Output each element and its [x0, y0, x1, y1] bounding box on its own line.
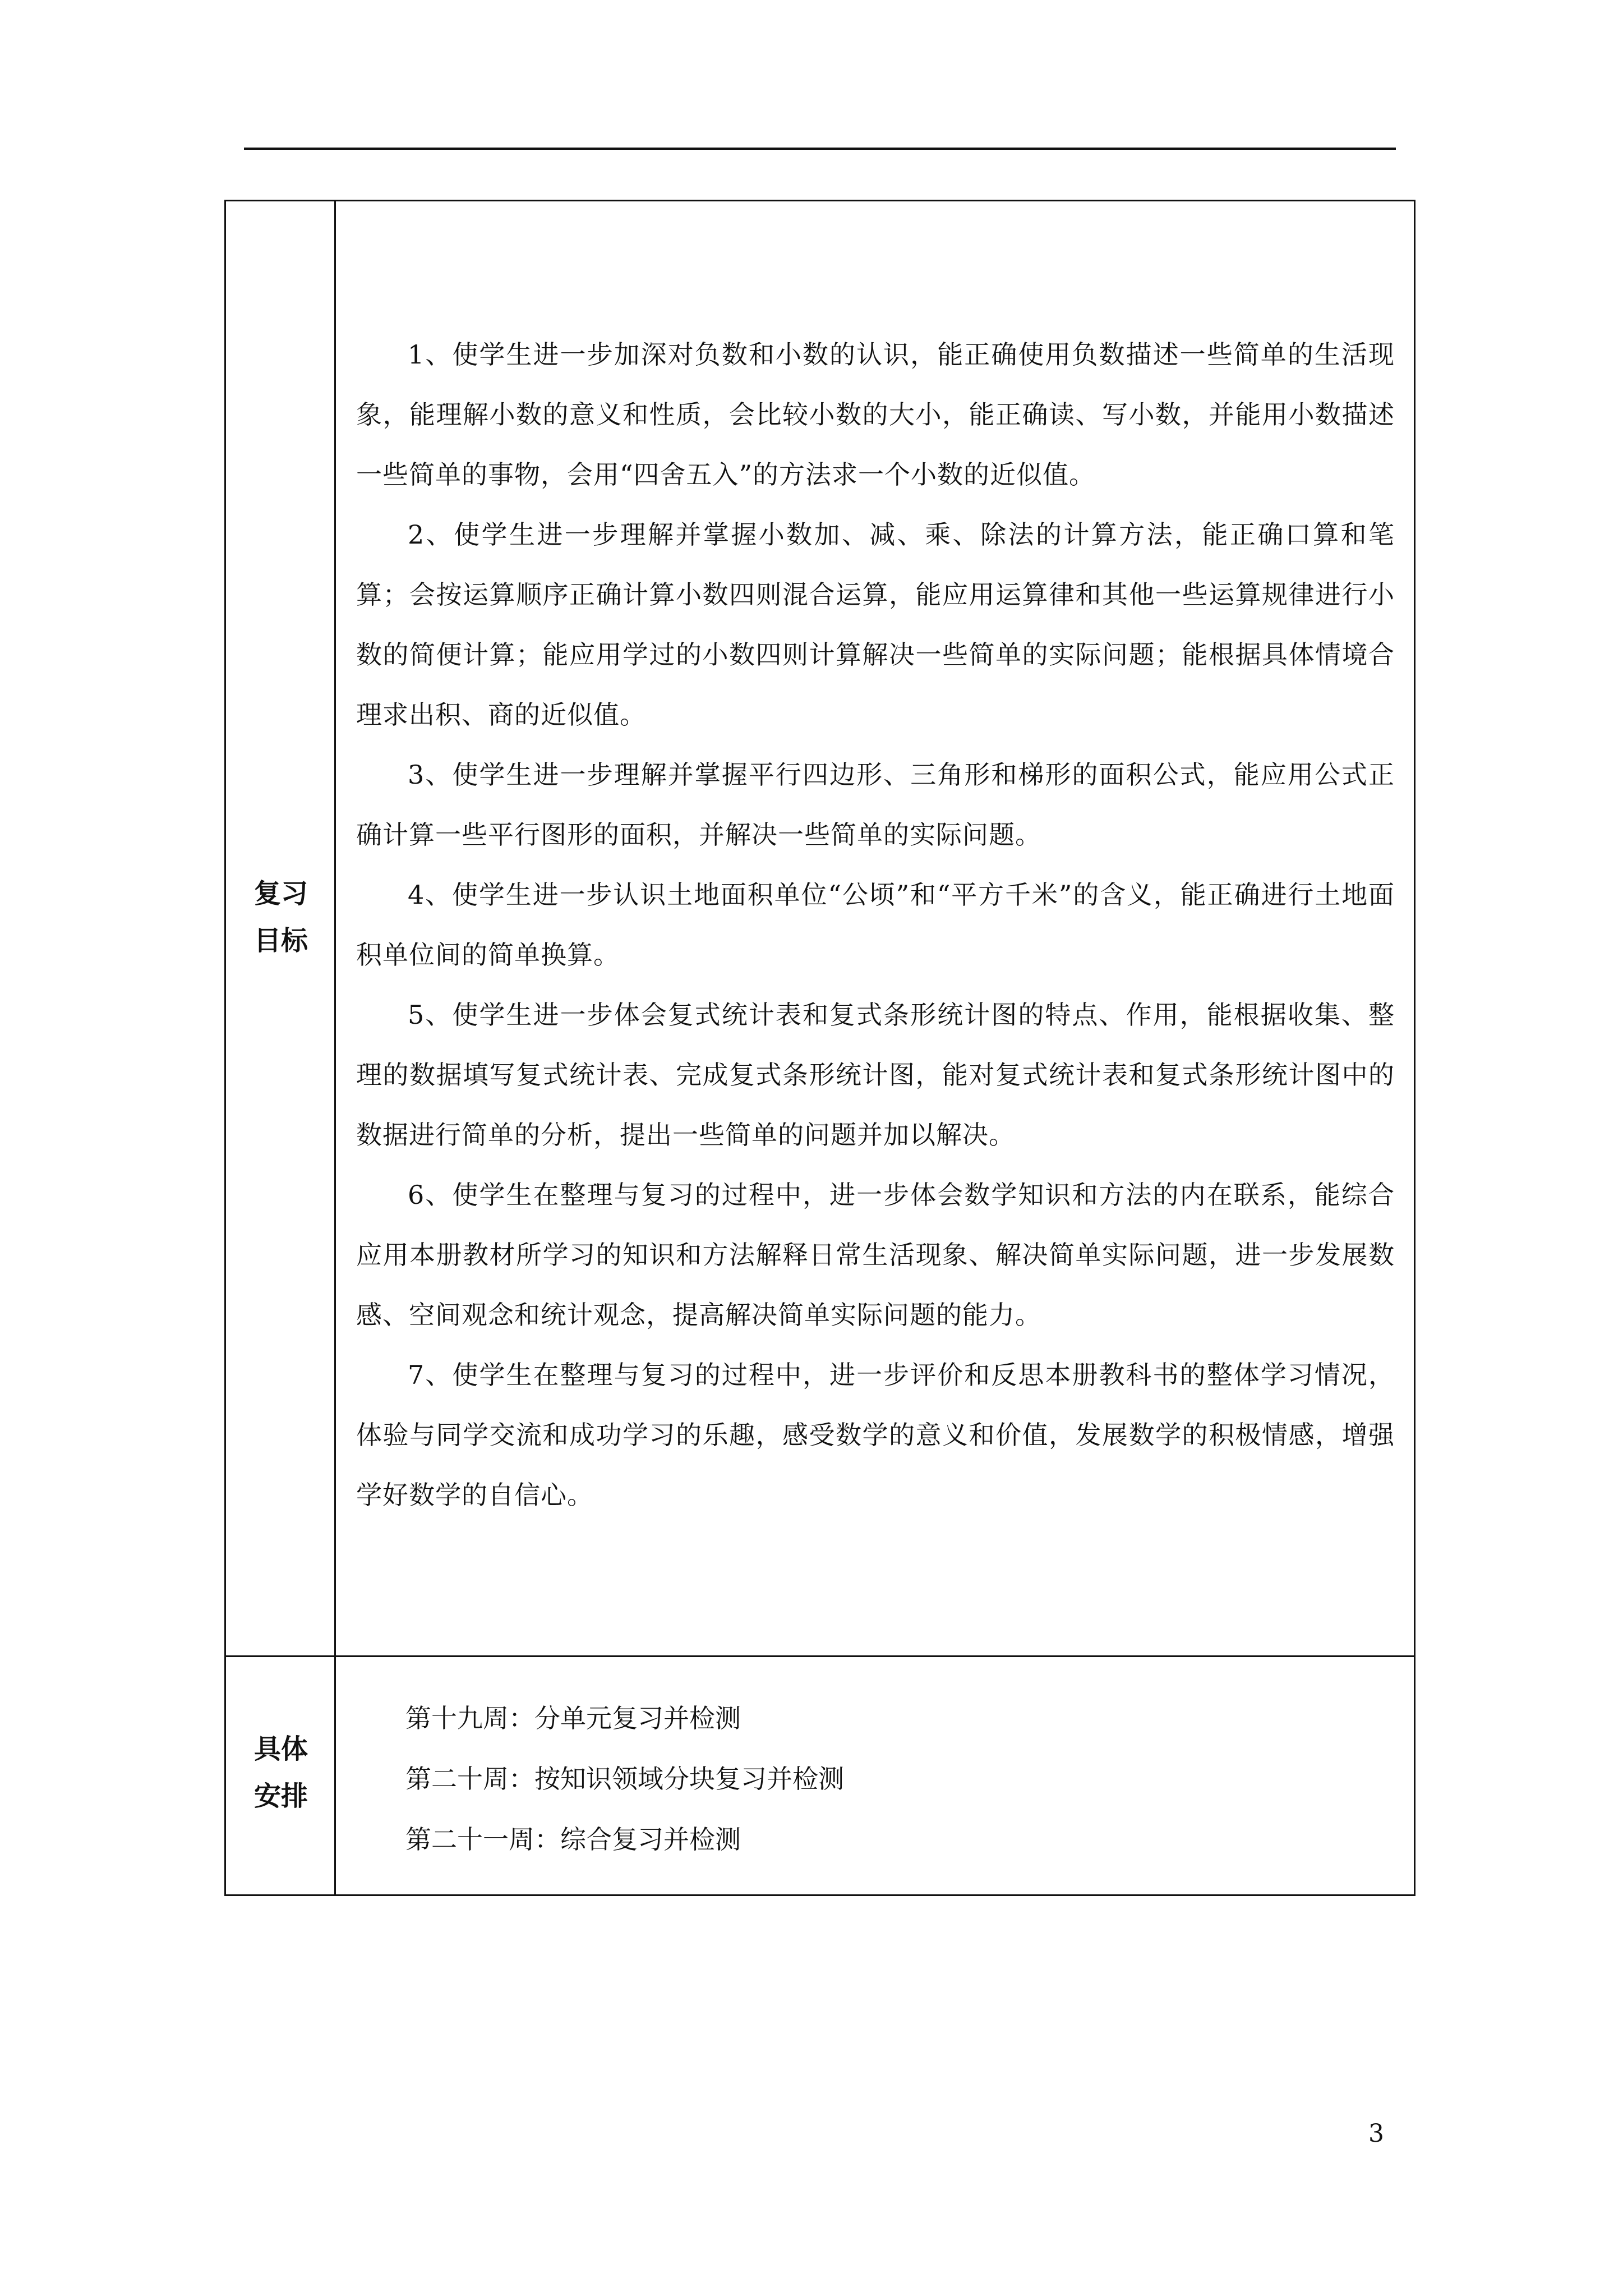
- review-goals: [356, 325, 1395, 1525]
- goal-item-4: 4、使学生进一步认识土地面积单位“公顷”和“平方千米”的含义，能正确进行土地面积单位间的简单换算。: [356, 880, 1395, 970]
- page-number: 3: [1368, 2119, 1384, 2148]
- schedule-item-week-20: 第二十周：按知识领域分块复习并检测: [405, 1764, 844, 1794]
- goal-item-2: 2、使学生进一步理解并掌握小数加、减、乘、除法的计算方法，能正确口算和笔算；会按运算顺序正确计算小数四则混合运算，能应用运算律和其他一些运算规律进行小数的简便计算；能应用学过的小数四则计算解决一些简单的实际问题；能根据具体情境合理求出积、商的近似值。: [356, 519, 1395, 730]
- goal-item-7: 7、使学生在整理与复习的过程中，进一步评价和反思本册教科书的整体学习情况，体验与同学交流和成功学习的乐趣，感受数学的意义和价值，发展数学的积极情感，增强学好数学的自信心。: [356, 1360, 1395, 1510]
- header-rule: [244, 148, 1396, 150]
- schedule-label-line-1: 具体: [253, 1733, 308, 1765]
- schedule-label-line-2: 安排: [253, 1780, 308, 1812]
- goal-item-1: 1、使学生进一步加深对负数和小数的认识，能正确使用负数描述一些简单的生活现象，能理解小数的意义和性质，会比较小数的大小，能正确读、写小数，并能用小数描述一些简单的事物，会用“四舍五入”的方法求一个小数的近似值。: [356, 339, 1395, 490]
- schedule-list: [405, 1688, 1359, 1870]
- schedule-item-week-19: 第十九周：分单元复习并检测: [405, 1703, 741, 1733]
- schedule-item-week-21: 第二十一周：综合复习并检测: [405, 1824, 741, 1855]
- row-divider: [226, 1655, 1414, 1657]
- label-column: [226, 201, 336, 1894]
- goal-item-3: 3、使学生进一步理解并掌握平行四边形、三角形和梯形的面积公式，能应用公式正确计算一些平行图形的面积，并解决一些简单的实际问题。: [356, 760, 1395, 850]
- schedule-label: [226, 1726, 336, 1820]
- goal-item-6: 6、使学生在整理与复习的过程中，进一步体会数学知识和方法的内在联系，能综合应用本册教材所学习的知识和方法解释日常生活现象、解决简单实际问题，进一步发展数感、空间观念和统计观念，提高解决简单实际问题的能力。: [356, 1180, 1395, 1330]
- goal-item-5: 5、使学生进一步体会复式统计表和复式条形统计图的特点、作用，能根据收集、整理的数据填写复式统计表、完成复式条形统计图，能对复式统计表和复式条形统计图中的数据进行简单的分析，提出一些简单的问题并加以解决。: [356, 1000, 1395, 1150]
- goals-label: [226, 870, 336, 964]
- goals-label-line-1: 复习: [253, 878, 308, 909]
- review-plan-table: [224, 200, 1415, 1896]
- goals-label-line-2: 目标: [253, 925, 308, 956]
